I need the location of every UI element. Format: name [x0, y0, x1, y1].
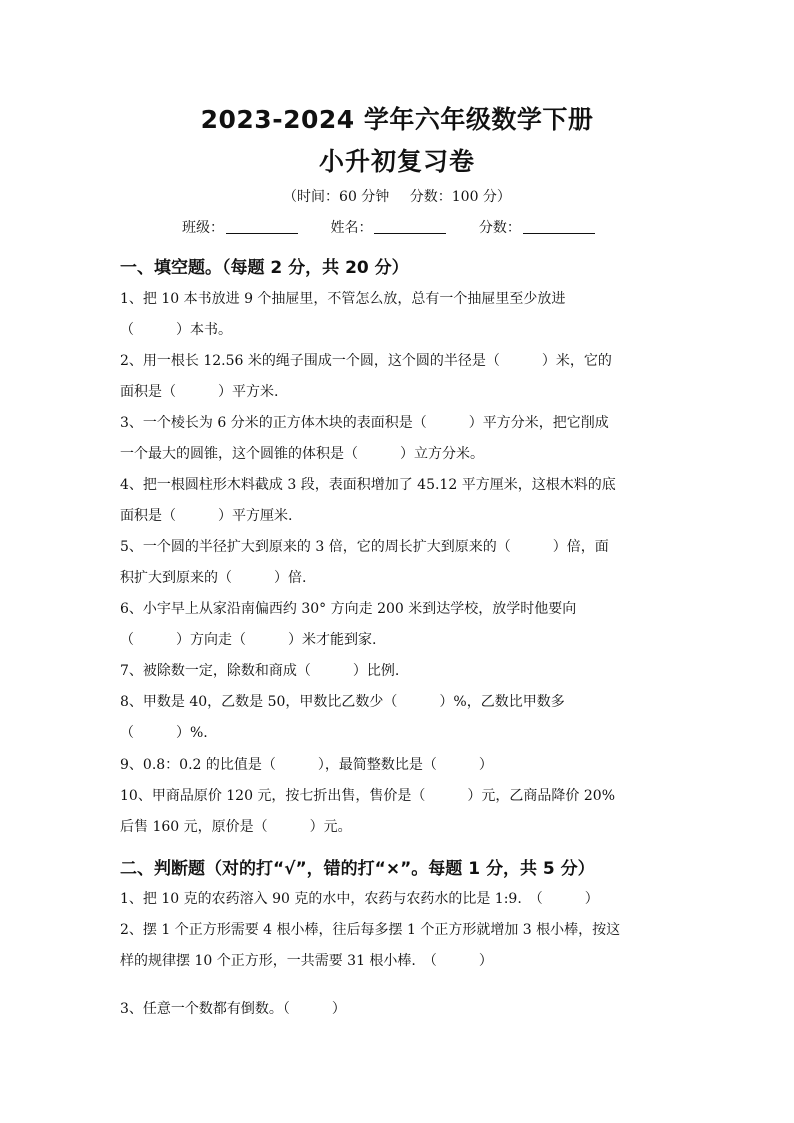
- class-field: [182, 217, 298, 237]
- question-line: 4、把一根圆柱形木料截成 3 段，表面积增加了 45.12 平方厘米，这根木料的底: [120, 477, 616, 493]
- name-blank: [374, 219, 446, 234]
- student-fields: [182, 217, 623, 237]
- exam-subtitle: 小升初复习卷: [318, 147, 475, 176]
- exam-info: [0, 186, 794, 206]
- question-line: （ ）方向走（ ）米才能到家.: [120, 632, 377, 648]
- question-line: 面积是（ ）平方米.: [120, 384, 279, 400]
- question-line: （ ）%.: [120, 725, 208, 741]
- class-blank: [226, 219, 298, 234]
- question-line: 1、把 10 克的农药溶入 90 克的水中，农药与农药水的比是 1:9. （ ）: [120, 891, 599, 907]
- score-label: 分数：: [478, 220, 521, 236]
- question-line: 10、甲商品原价 120 元，按七折出售，售价是（ ）元，乙商品降价 20%: [120, 788, 616, 804]
- question-line: 一个最大的圆锥，这个圆锥的体积是（ ）立方分米。: [120, 446, 484, 462]
- name-label: 姓名：: [330, 220, 373, 236]
- question-line: 积扩大到原来的（ ）倍.: [120, 570, 307, 586]
- section2-heading: 二、判断题（对的打“√”，错的打“×”。每题 1 分，共 5 分）: [120, 859, 595, 879]
- question-line: 3、一个棱长为 6 分米的正方体木块的表面积是（ ）平方分米，把它削成: [120, 415, 609, 431]
- question-line: 5、一个圆的半径扩大到原来的 3 倍，它的周长扩大到原来的（ ）倍，面: [120, 539, 609, 555]
- question-line: （ ）本书。: [120, 322, 232, 338]
- question-line: 样的规律摆 10 个正方形，一共需要 31 根小棒. （ ）: [120, 953, 493, 969]
- question-line: 9、0.8：0.2 的比值是（ ），最简整数比是（ ）: [120, 757, 493, 773]
- question-line: 6、小宇早上从家沿南偏西约 30° 方向走 200 米到达学校，放学时他要向: [120, 601, 577, 617]
- time-limit: （时间：60 分钟: [283, 189, 390, 205]
- question-line: 2、摆 1 个正方形需要 4 根小棒，往后每多摆 1 个正方形就增加 3 根小棒，按这: [120, 922, 621, 938]
- question-line: 面积是（ ）平方厘米.: [120, 508, 293, 524]
- score-blank: [523, 219, 595, 234]
- score-field: [479, 217, 595, 237]
- question-line: 1、把 10 本书放进 9 个抽屉里，不管怎么放，总有一个抽屉里至少放进: [120, 291, 566, 307]
- question-line: 7、被除数一定，除数和商成（ ）比例.: [120, 663, 400, 679]
- question-line: 2、用一根长 12.56 米的绳子围成一个圆，这个圆的半径是（ ）米，它的: [120, 353, 612, 369]
- name-field: [330, 217, 446, 237]
- question-line: 8、甲数是 40，乙数是 50，甲数比乙数少（ ）%，乙数比甲数多: [120, 694, 565, 710]
- total-score: 分数：100 分）: [409, 189, 511, 205]
- question-line: 3、任意一个数都有倒数。（ ）: [120, 1001, 346, 1017]
- section1-heading: 一、填空题。（每题 2 分，共 20 分）: [120, 258, 409, 278]
- question-line: 后售 160 元，原价是（ ）元。: [120, 819, 352, 835]
- exam-title: 2023-2024 学年六年级数学下册: [200, 105, 594, 134]
- class-label: 班级：: [182, 220, 224, 236]
